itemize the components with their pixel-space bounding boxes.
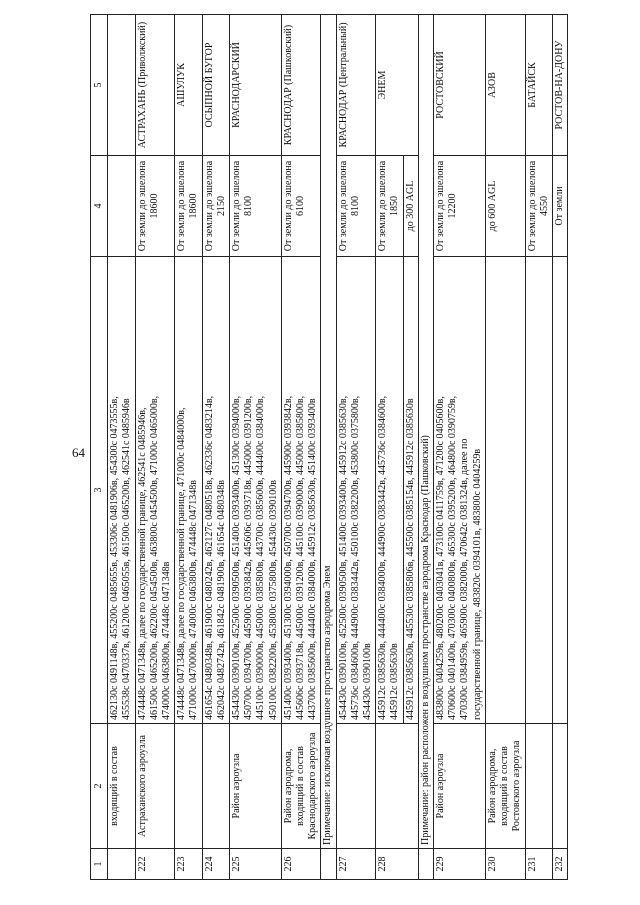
coordinates-cell (552, 257, 567, 724)
height-limits: до 300 AGL (403, 156, 418, 257)
table-row (281, 15, 321, 880)
coord-line: 461654с 0480348в, 461900с 0480242в, 462127с 0480518в, 462336с 0483214в, (203, 395, 215, 720)
rotated-table-wrapper (90, 21, 565, 880)
coord-line: 454430с 0390100в, 452500с 0390500в, 451400с 0393400в, 445912с 0385630в, (337, 395, 349, 720)
coordinates-cell (525, 257, 552, 724)
coord-line: 470300с 0384959в, 465900с 0382000в, 470642с 0381324в, далее по (459, 438, 471, 720)
table-row (230, 15, 282, 880)
callsign: КРАСНОДАР (Центральный) (336, 15, 376, 156)
note-text: Примечание: исключая воздушное пространство аэродрома Энем (321, 15, 336, 849)
coord-line: 462130с 0491148в, 455200с 0485655в, 453306с 0481906в, 454300с 0473555в, (109, 396, 121, 720)
coord-line: 474448с 0471348в, далее по государственной границе, 471000с 0484000в, (176, 407, 188, 720)
table-row (434, 15, 486, 880)
header-col-3: 3 (91, 257, 108, 724)
row-number: 224 (202, 849, 229, 880)
table-row (485, 15, 525, 880)
coord-line: 445912с 0385630в, 444400с 0384000в, 444900с 0383442в, 445736с 0384600в, (377, 395, 389, 720)
area-name (376, 724, 419, 849)
coordinates-cell (403, 257, 418, 724)
height-limits: От земли до эшелона 1850 (376, 156, 403, 257)
header-col-5: 5 (91, 15, 108, 156)
area-name (175, 724, 202, 849)
height-limits: до 600 AGL (485, 156, 525, 257)
row-number: 231 (525, 849, 552, 880)
table-body (135, 15, 568, 880)
coordinates-cell (202, 257, 229, 724)
coordinates-cell (376, 257, 403, 724)
row-number: 229 (434, 849, 486, 880)
table-row (552, 15, 567, 880)
height-limits: От земли до эшелона 18600 (175, 156, 202, 257)
coordinates-cell (175, 257, 202, 724)
coord-line: 445912с 0385630в, 445530с 0385806в, 445500с 0385154в, 445912с 0385630в (404, 398, 416, 720)
coord-line: 454430с 0390100в (362, 643, 374, 720)
coord-line: 450100с 0382200в, 453800с 0375800в, 454430с 0390100в (267, 480, 279, 720)
note-text: Примечание: район расположен в воздушном пространстве аэродрома Краснодар (Пашковский) (418, 15, 433, 849)
coord-line: 445912с 0385630в (389, 643, 401, 720)
coord-line: 455538с 0470337в, 461200с 0465055в, 461500с 0465200в, 462541с 0485946в (121, 398, 133, 720)
table-row (202, 15, 229, 880)
area-name: Район аэродрома, входящий в состав Краснодарского аэроузла (281, 724, 321, 849)
coordinates-cell (230, 257, 282, 724)
area-name (552, 724, 567, 849)
coord-line: 454430с 0390100в, 452500с 0390500в, 451400с 0393400в, 451300с 0394000в, (231, 395, 243, 720)
page-number: 64 (72, 445, 85, 460)
area-name (336, 724, 376, 849)
callsign: АЗОВ (485, 15, 525, 156)
area-name (525, 724, 552, 849)
header-col-2: 2 (91, 724, 108, 849)
area-name: Район аэродрома, входящий в состав Ростовского аэроузла (485, 724, 525, 849)
callsign: РОСТОВСКИЙ (434, 15, 486, 156)
callsign: КРАСНОДАРСКИЙ (230, 15, 282, 156)
coord-line: 445100с 0390000в, 445000с 0385800в, 443700с 0385600в, 444400с 0384000в, (255, 395, 267, 720)
table-row (525, 15, 552, 880)
coord-line: государственной границе, 483820с 0394101в, 483800с 0404259в (471, 448, 483, 720)
airspace-table (90, 14, 568, 880)
height-limits: От земли до эшелона 4550 (525, 156, 552, 257)
row-number: 226 (281, 849, 321, 880)
coord-line: 471000с 0470000в, 474000с 0463800в, 474448с 0471348в (188, 480, 200, 720)
height-limits: От земли до эшелона 2150 (202, 156, 229, 257)
coord-line: 483800с 0404259в, 480200с 0403041в, 473100с 0411759в, 471200с 0405600в, (435, 396, 447, 720)
header-row (91, 15, 108, 880)
header-col-1: 1 (91, 849, 108, 880)
area-name (202, 724, 229, 849)
coord-line: 474448с 0471348в, далее по государственной границе, 462541с 0485946в, (136, 407, 148, 720)
callsign: БАТАЙСК (525, 15, 552, 156)
note-row (418, 15, 433, 880)
height-limits: От земли до эшелона 8100 (336, 156, 376, 257)
coordinates-cell (281, 257, 321, 724)
table-row (135, 15, 175, 880)
row-number: 223 (175, 849, 202, 880)
coordinates-cell (434, 257, 486, 724)
note-spacer (418, 849, 433, 880)
coordinates-cell (485, 257, 525, 724)
coord-line: 445736с 0384600в, 444900с 0383442в, 450100с 0382200в, 453800с 0375800в, (349, 395, 361, 720)
area-name: Район аэроузла (434, 724, 486, 849)
coord-line: 470600с 0401400в, 470300с 0400800в, 465300с 0395200в, 464800с 0390759в, (447, 395, 459, 720)
height-limits: От земли до эшелона 6100 (281, 156, 321, 257)
callsign: РОСТОВ-НА-ДОНУ (552, 15, 567, 156)
callsign: ЭНЕМ (376, 15, 419, 156)
row-number: 232 (552, 849, 567, 880)
height-limits: От земли (552, 156, 567, 257)
note-row (321, 15, 336, 880)
height-limits: От земли до эшелона 12200 (434, 156, 486, 257)
coord-line: 445606с 0393718в, 445000с 0391200в, 445100с 0390000в, 445000с 0385800в, (295, 395, 307, 720)
table-row (175, 15, 202, 880)
row-number: 230 (485, 849, 525, 880)
coord-line: 474000с 0463800в, 474448с 0471348в (161, 561, 173, 720)
table-row (376, 15, 403, 880)
continuation-name: входящий в состав (108, 724, 135, 849)
row-number: 225 (230, 849, 282, 880)
coord-line: 450700с 0394700в, 445900с 0393842в, 445606с 0393718в, 445000с 0391200в, (243, 395, 255, 720)
callsign: ОСЫПНОЙ БУГОР (202, 15, 229, 156)
callsign: АШУЛУК (175, 15, 202, 156)
coord-line: 462042с 0482742в, 461842с 0481900в, 461654с 0480348в (215, 480, 227, 720)
height-limits: От земли до эшелона 8100 (230, 156, 282, 257)
coordinates-cell (336, 257, 376, 724)
row-number: 222 (135, 849, 175, 880)
height-limits: От земли до эшелона 18600 (135, 156, 175, 257)
coord-line: 461500с 0465200в, 462200с 0454500в, 463800с 0454500в, 471000с 0465000в, (148, 395, 160, 720)
row-number: 228 (376, 849, 419, 880)
area-name: Астраханского аэроузла (135, 724, 175, 849)
row-number: 227 (336, 849, 376, 880)
note-spacer (321, 849, 336, 880)
coord-line: 451400с 0393400в, 451300с 0394000в, 450700с 0394700в, 445900с 0393842в, (282, 395, 294, 720)
callsign: КРАСНОДАР (Пашковский) (281, 15, 321, 156)
coord-line: 443700с 0385600в, 444400с 0384000в, 445912с 0385630в, 451400с 0393400в (307, 398, 319, 720)
coordinates-cell (135, 257, 175, 724)
header-col-4: 4 (91, 156, 108, 257)
area-name: Район аэроузла (230, 724, 282, 849)
callsign: АСТРАХАНЬ (Приволжский) (135, 15, 175, 156)
table-row (336, 15, 376, 880)
continuation-row (108, 15, 135, 880)
continuation-coords (108, 257, 135, 724)
